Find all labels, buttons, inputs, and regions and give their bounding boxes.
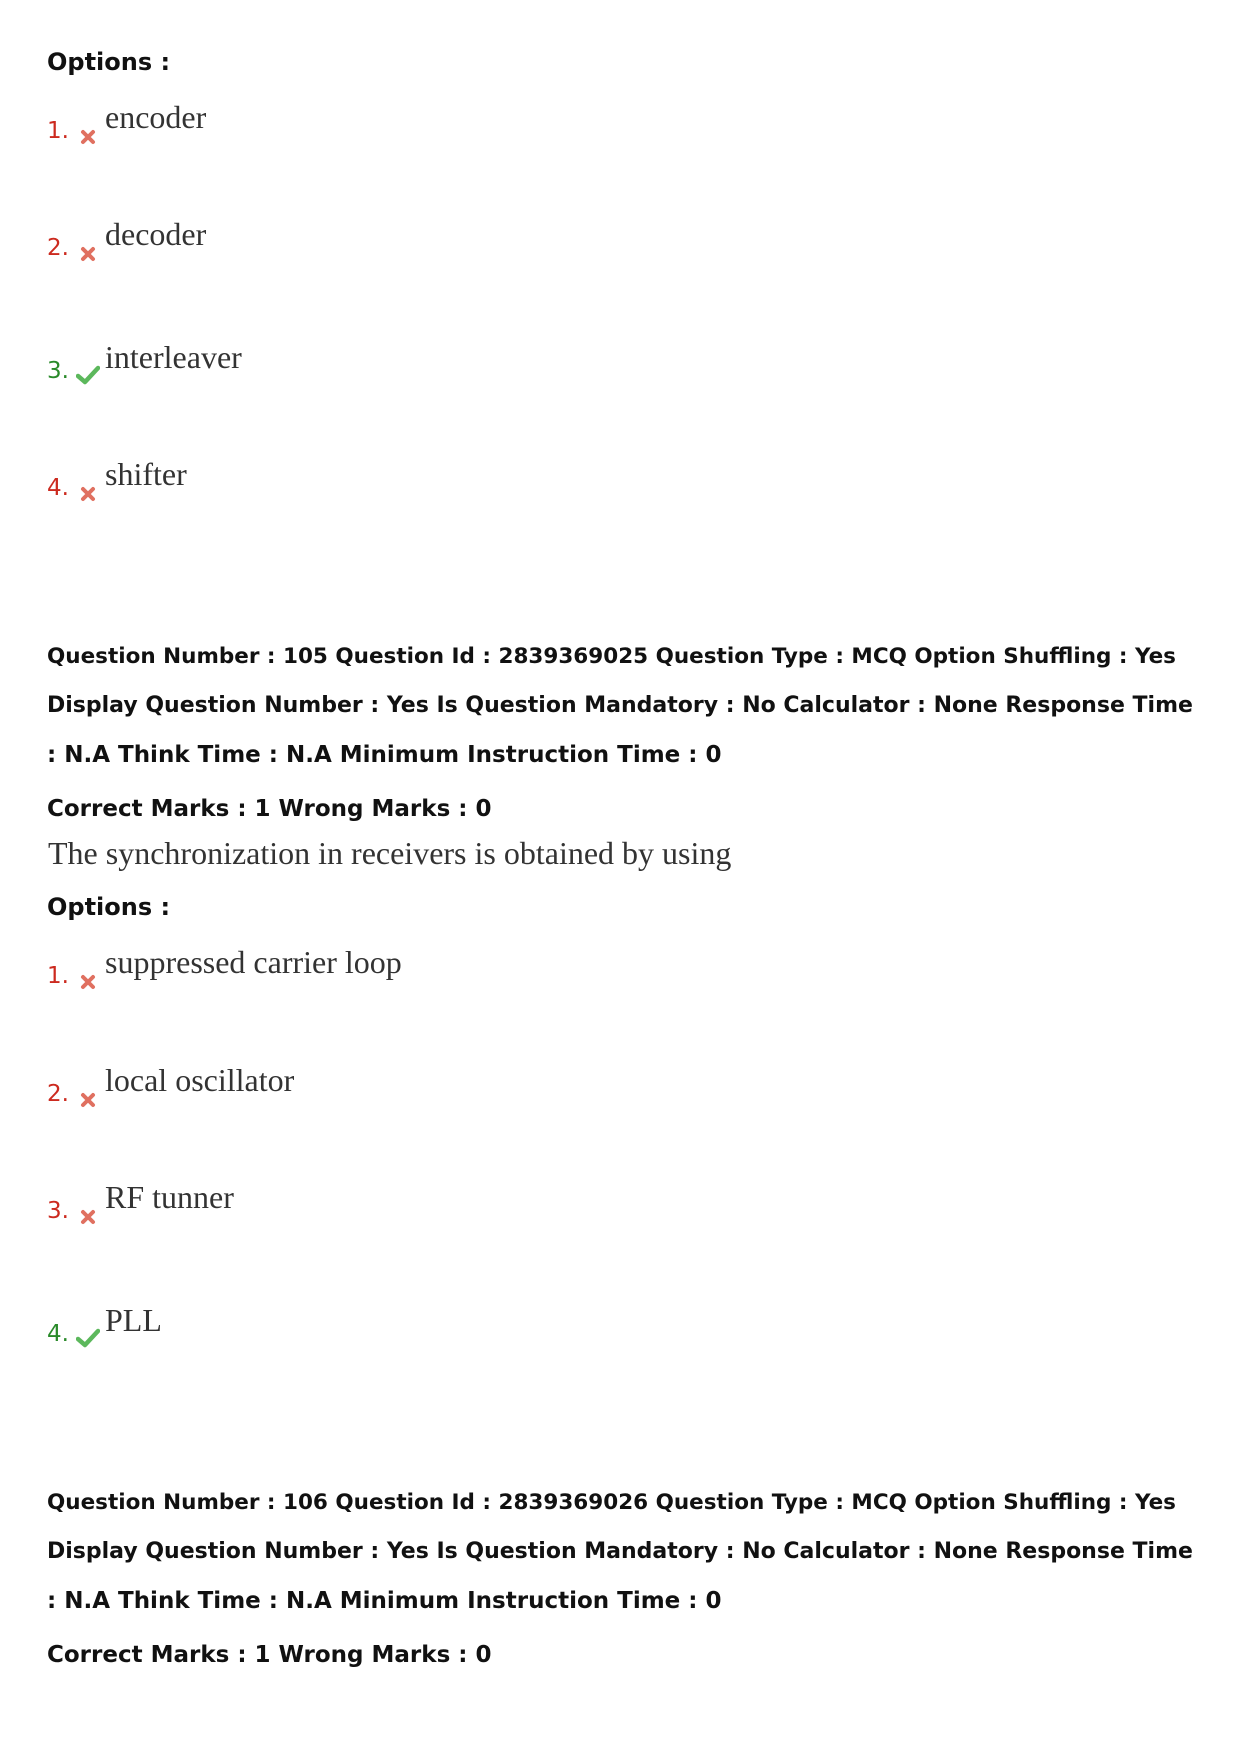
cross-icon	[75, 236, 101, 262]
option-3[interactable]	[47, 339, 242, 387]
question-meta-line: Display Question Number : Yes Is Question Mandatory : No Calculator : None Response Time	[47, 693, 1193, 718]
option-number: 1.	[47, 963, 69, 989]
option-number: 1.	[47, 118, 69, 144]
question-meta-line: : N.A Think Time : N.A Minimum Instruction Time : 0	[47, 742, 722, 768]
option-text: local oscillator	[105, 1062, 295, 1098]
option-text: suppressed carrier loop	[105, 944, 402, 980]
question-meta-line: : N.A Think Time : N.A Minimum Instruction Time : 0	[47, 1588, 722, 1614]
cross-icon	[75, 476, 101, 502]
option-number: 3.	[47, 358, 69, 384]
cross-icon	[75, 119, 101, 145]
option-number: 4.	[47, 475, 69, 501]
options-label: Options :	[47, 893, 171, 921]
check-icon	[75, 359, 101, 385]
option-4[interactable]	[47, 456, 187, 504]
cross-icon	[75, 1082, 101, 1108]
option-text: interleaver	[105, 339, 242, 375]
option-2[interactable]	[47, 1062, 295, 1110]
option-text: decoder	[105, 216, 207, 252]
check-icon	[75, 1322, 101, 1348]
option-text: encoder	[105, 99, 207, 135]
marks-line: Correct Marks : 1 Wrong Marks : 0	[47, 1642, 492, 1668]
cross-icon	[75, 964, 101, 990]
option-text: PLL	[105, 1302, 162, 1338]
option-number: 2.	[47, 1081, 69, 1107]
option-1[interactable]	[47, 944, 402, 992]
question-meta-line: Question Number : 105 Question Id : 2839369025 Question Type : MCQ Option Shuffling : Yes	[47, 644, 1176, 669]
option-1[interactable]	[47, 99, 207, 147]
question-meta-line: Question Number : 106 Question Id : 2839369026 Question Type : MCQ Option Shuffling : Yes	[47, 1490, 1176, 1515]
option-3[interactable]	[47, 1179, 234, 1227]
option-text: shifter	[105, 456, 187, 492]
marks-line: Correct Marks : 1 Wrong Marks : 0	[47, 796, 492, 822]
option-2[interactable]	[47, 216, 207, 264]
option-4[interactable]	[47, 1302, 162, 1350]
option-number: 2.	[47, 235, 69, 261]
option-number: 3.	[47, 1198, 69, 1224]
question-text: The synchronization in receivers is obtained by using	[48, 835, 732, 871]
option-text: RF tunner	[105, 1179, 234, 1215]
cross-icon	[75, 1199, 101, 1225]
option-number: 4.	[47, 1321, 69, 1347]
options-label: Options :	[47, 48, 171, 76]
question-meta-line: Display Question Number : Yes Is Question Mandatory : No Calculator : None Response Time	[47, 1539, 1193, 1564]
